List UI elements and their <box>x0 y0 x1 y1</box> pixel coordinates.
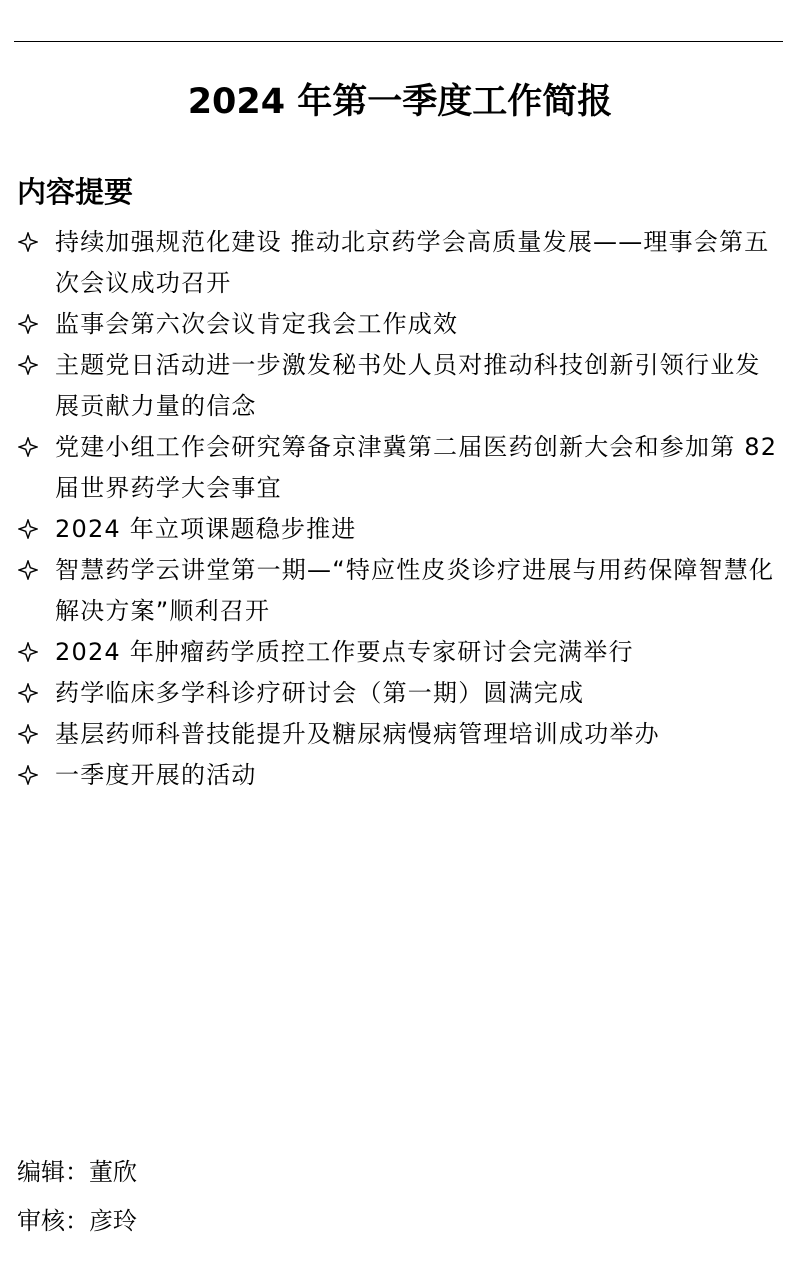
list-item <box>17 755 787 796</box>
list-item-text: 药学临床多学科诊疗研讨会（第一期）圆满完成 <box>55 679 585 707</box>
four-point-star-outline-icon <box>17 222 55 252</box>
list-item <box>17 345 787 427</box>
list-item <box>17 222 787 304</box>
editor-label: 编辑： <box>17 1158 89 1186</box>
list-item-text: 2024 年肿瘤药学质控工作要点专家研讨会完满举行 <box>55 638 634 666</box>
list-item <box>17 304 787 345</box>
list-item-text: 党建小组工作会研究筹备京津冀第二届医药创新大会和参加第 82 届世界药学大会事宜 <box>55 433 778 502</box>
editor-name: 董欣 <box>89 1158 137 1186</box>
page-title: 2024 年第一季度工作简报 <box>187 82 613 122</box>
four-point-star-outline-icon <box>17 632 55 662</box>
list-item <box>17 673 787 714</box>
four-point-star-outline-icon <box>17 509 55 539</box>
editor-credit <box>17 1155 137 1189</box>
list-item-text: 智慧药学云讲堂第一期—“特应性皮炎诊疗进展与用药保障智慧化解决方案”顺利召开 <box>55 556 775 625</box>
list-item-text: 2024 年立项课题稳步推进 <box>55 515 357 543</box>
list-item <box>17 509 787 550</box>
list-item <box>17 550 787 632</box>
list-item <box>17 714 787 755</box>
four-point-star-outline-icon <box>17 673 55 703</box>
four-point-star-outline-icon <box>17 550 55 580</box>
list-item-text: 基层药师科普技能提升及糖尿病慢病管理培训成功举办 <box>55 720 660 748</box>
reviewer-credit <box>17 1204 137 1238</box>
top-divider <box>14 41 783 42</box>
contents-list <box>17 222 787 796</box>
four-point-star-outline-icon <box>17 345 55 375</box>
list-item-text: 监事会第六次会议肯定我会工作成效 <box>55 310 459 338</box>
four-point-star-outline-icon <box>17 755 55 785</box>
list-item-text: 一季度开展的活动 <box>55 761 257 789</box>
four-point-star-outline-icon <box>17 427 55 457</box>
list-item <box>17 632 787 673</box>
list-item <box>17 427 787 509</box>
four-point-star-outline-icon <box>17 304 55 334</box>
section-heading: 内容提要 <box>17 175 134 209</box>
reviewer-name: 彦玲 <box>89 1207 137 1235</box>
reviewer-label: 审核： <box>17 1207 89 1235</box>
list-item-text: 主题党日活动进一步激发秘书处人员对推动科技创新引领行业发展贡献力量的信念 <box>55 351 761 420</box>
list-item-text: 持续加强规范化建设 推动北京药学会高质量发展——理事会第五次会议成功召开 <box>55 228 770 297</box>
four-point-star-outline-icon <box>17 714 55 744</box>
